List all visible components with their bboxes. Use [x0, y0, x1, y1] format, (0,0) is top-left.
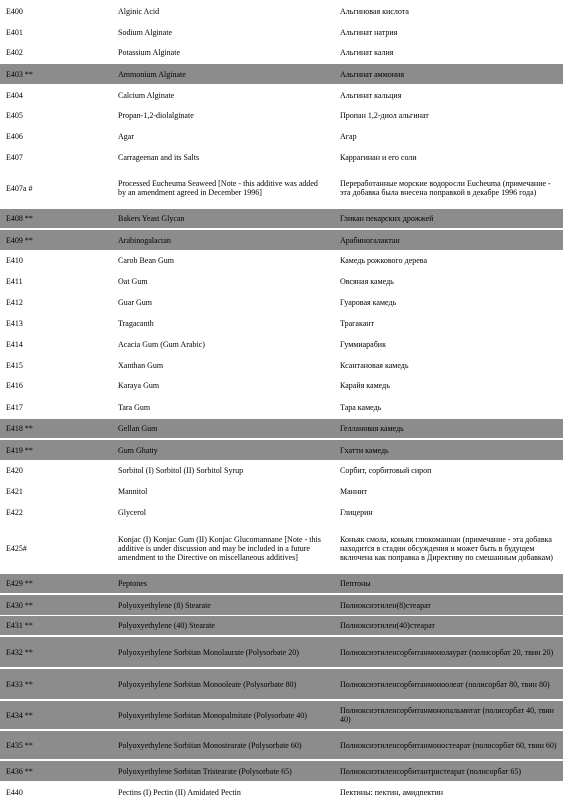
additive-name-en: Agar	[118, 131, 134, 141]
additive-name-ru: Агар	[340, 131, 357, 141]
additive-name-ru: Полиоксиэтиленсорбитанмоностеарат (полисорбат 60, твин 60)	[340, 740, 557, 750]
additive-name-en: Tara Gum	[118, 402, 151, 412]
additive-name-en: Polyoxyethylene (8) Stearate	[118, 600, 211, 610]
additive-name-ru: Коньяк смола, коньяк глюкоманнан (примечание - эта добавка находится в стадии обсуждения и может быть в будущем включена как поправка в Директиву по смешанным добавкам)	[340, 534, 553, 562]
additive-name-ru-cell	[340, 419, 558, 438]
additive-code-cell	[6, 574, 110, 593]
additive-name-en-cell	[118, 127, 323, 145]
additive-code: E411	[6, 277, 23, 286]
additive-name-en-cell	[118, 761, 323, 781]
additive-code-cell	[6, 1, 110, 21]
additive-name-en: Propan-1,2-diolalginate	[118, 111, 194, 120]
additive-name-ru-cell	[340, 209, 558, 228]
table-row	[0, 482, 563, 501]
additive-name-ru-cell	[340, 669, 558, 699]
additive-name-ru-cell	[340, 701, 558, 729]
additive-name-en: Gellan Gum	[118, 424, 158, 433]
additive-name-en-cell	[118, 524, 323, 572]
table-row	[0, 761, 563, 781]
additive-name-en: Polyoxyethylene Sorbitan Monostearate (Polysorbate 60)	[118, 740, 302, 750]
additive-code: E404	[6, 90, 23, 100]
additive-name-en-cell	[118, 169, 323, 207]
table-row	[0, 86, 563, 104]
table-row	[0, 376, 563, 395]
additive-name-en: Carrageenan and its Salts	[118, 152, 200, 162]
additive-name-ru-cell	[340, 86, 558, 104]
additive-name-en: Calcium Alginate	[118, 90, 175, 100]
table-row	[0, 356, 563, 374]
additive-name-ru: Полиоксиэтилен(8)стеарат	[340, 600, 431, 610]
additive-name-en: Ammonium Alginate	[118, 69, 186, 79]
additive-name-en-cell	[118, 637, 323, 667]
additive-name-en-cell	[118, 356, 323, 374]
additive-name-ru-cell	[340, 272, 558, 291]
additive-code-cell	[6, 595, 110, 615]
additive-name-ru: Арабиногалактан	[340, 235, 400, 245]
additive-name-en: Acacia Gum (Gum Arabic)	[118, 340, 205, 349]
additive-name-ru-cell	[340, 23, 558, 41]
additive-name-ru: Камедь рожкового дерева	[340, 256, 428, 265]
additive-code-cell	[6, 64, 110, 84]
additive-name-en-cell	[118, 314, 323, 333]
additive-code: E433 **	[6, 679, 33, 689]
additive-name-en: Konjac (I) Konjac Gum (II) Konjac Glucomannane [Note - this additive is under discussion and may be included in a future amendment to the Directive on miscellaneous additives]	[118, 534, 321, 562]
table-row	[0, 440, 563, 460]
additive-name-ru: Альгиновая кислота	[340, 6, 409, 16]
table-row	[0, 595, 563, 615]
additive-name-en-cell	[118, 64, 323, 84]
table-row	[0, 1, 563, 21]
additive-name-en-cell	[118, 461, 323, 480]
additive-name-ru-cell	[340, 574, 558, 593]
additive-name-ru-cell	[340, 524, 558, 572]
additive-code-cell	[6, 293, 110, 312]
additive-name-en-cell	[118, 251, 323, 270]
additive-name-ru-cell	[340, 230, 558, 250]
additive-name-ru: Глицерин	[340, 508, 373, 517]
additive-code: E403 **	[6, 69, 33, 79]
additive-name-ru-cell	[340, 127, 558, 145]
additive-name-en-cell	[118, 293, 323, 312]
table-row	[0, 127, 563, 145]
additive-name-en: Pectins (I) Pectin (II) Amidated Pectin	[118, 787, 241, 797]
additive-code: E419 **	[6, 445, 33, 455]
additive-code-cell	[6, 761, 110, 781]
additive-code-cell	[6, 272, 110, 291]
additive-name-ru-cell	[340, 335, 558, 354]
additive-code-cell	[6, 230, 110, 250]
additive-name-ru-cell	[340, 43, 558, 62]
additive-code-cell	[6, 731, 110, 759]
additive-name-en: Guar Gum	[118, 298, 152, 307]
additive-code: E410	[6, 256, 23, 265]
additive-name-ru-cell	[340, 1, 558, 21]
additive-name-ru-cell	[340, 293, 558, 312]
additive-name-ru: Пропан 1,2-диол альгинат	[340, 111, 429, 120]
additive-name-ru: Гхатти камедь	[340, 445, 389, 455]
additive-name-en: Sodium Alginate	[118, 27, 172, 37]
additive-code-cell	[6, 440, 110, 460]
additive-name-en-cell	[118, 86, 323, 104]
additive-code-cell	[6, 169, 110, 207]
additive-code: E421	[6, 487, 23, 496]
additive-code: E432 **	[6, 647, 33, 657]
additive-name-en: Gum Ghatty	[118, 445, 158, 455]
additive-code: E431 **	[6, 621, 33, 630]
additive-name-en-cell	[118, 147, 323, 167]
table-row	[0, 251, 563, 270]
additive-name-en: Polyoxyethylene Sorbitan Monooleate (Polysorbate 80)	[118, 679, 297, 689]
additive-name-en: Glycerol	[118, 508, 146, 517]
additive-code-cell	[6, 783, 110, 801]
additive-name-ru-cell	[340, 503, 558, 522]
additive-name-en-cell	[118, 616, 323, 635]
additive-name-ru: Карайя камедь	[340, 381, 390, 390]
additive-name-ru-cell	[340, 637, 558, 667]
additive-code-cell	[6, 43, 110, 62]
additive-name-en-cell	[118, 230, 323, 250]
additive-code-cell	[6, 127, 110, 145]
additive-code-cell	[6, 314, 110, 333]
additive-name-ru-cell	[340, 761, 558, 781]
additive-code-cell	[6, 701, 110, 729]
additive-name-en-cell	[118, 397, 323, 417]
additive-name-en-cell	[118, 209, 323, 228]
additive-name-en-cell	[118, 1, 323, 21]
additive-name-ru: Пептоны	[340, 579, 371, 588]
additive-code-cell	[6, 397, 110, 417]
additive-name-ru: Альгинат калия	[340, 48, 394, 57]
additive-code: E412	[6, 298, 23, 307]
table-row	[0, 335, 563, 354]
additive-code-cell	[6, 23, 110, 41]
additive-code: E405	[6, 111, 23, 120]
additive-name-ru: Полиоксиэтиленсорбитантристеарат (полисорбат 65)	[340, 766, 522, 776]
additive-name-ru-cell	[340, 64, 558, 84]
additive-name-ru: Гликан пекарских дрожжей	[340, 214, 434, 223]
additive-name-en: Polyoxyethylene Sorbitan Tristearate (Polysorbate 65)	[118, 766, 292, 776]
additive-name-en: Bakers Yeast Glycan	[118, 214, 185, 223]
additive-code-cell	[6, 335, 110, 354]
additive-code: E434 **	[6, 710, 33, 720]
table-row	[0, 461, 563, 480]
additive-code: E400	[6, 6, 23, 16]
additive-name-ru-cell	[340, 616, 558, 635]
additive-code: E414	[6, 340, 23, 349]
additive-code-cell	[6, 106, 110, 125]
additive-code: E417	[6, 402, 23, 412]
additive-name-ru: Тара камедь	[340, 402, 382, 412]
additive-name-ru: Переработанные морские водоросли Eucheuma (примечание - эта добавка была внесена поправкой в декабре 1996 года)	[340, 179, 551, 197]
additive-code: E420	[6, 466, 23, 475]
table-row	[0, 783, 563, 801]
table-row	[0, 314, 563, 333]
additive-name-ru: Сорбит, сорбитовый сироп	[340, 466, 432, 475]
additive-code: E407	[6, 152, 23, 162]
additive-code-cell	[6, 482, 110, 501]
additive-name-ru-cell	[340, 147, 558, 167]
additive-code: E402	[6, 48, 23, 57]
additive-name-en-cell	[118, 482, 323, 501]
additive-name-ru-cell	[340, 783, 558, 801]
table-row	[0, 147, 563, 167]
additive-name-en: Oat Gum	[118, 277, 148, 286]
additive-name-en-cell	[118, 272, 323, 291]
additive-name-en-cell	[118, 669, 323, 699]
additive-code: E436 **	[6, 766, 33, 776]
additive-code: E416	[6, 381, 23, 390]
additive-name-ru-cell	[340, 356, 558, 374]
additive-name-ru: Каррагинан и его соли	[340, 152, 417, 162]
additive-code-cell	[6, 616, 110, 635]
additive-code: E407a #	[6, 183, 33, 193]
additive-code: E429 **	[6, 579, 33, 588]
additive-name-ru-cell	[340, 440, 558, 460]
additive-name-ru: Овсяная камедь	[340, 277, 394, 286]
additive-name-ru-cell	[340, 482, 558, 501]
additive-code: E425#	[6, 543, 27, 553]
additive-name-en: Sorbitol (I) Sorbitol (II) Sorbitol Syrup	[118, 466, 244, 475]
additive-code-cell	[6, 637, 110, 667]
additive-name-en-cell	[118, 440, 323, 460]
additive-name-ru: Гуммиарабик	[340, 340, 386, 349]
additive-code: E413	[6, 319, 23, 328]
additive-name-en: Mannitol	[118, 487, 148, 496]
additive-code-cell	[6, 147, 110, 167]
table-row	[0, 43, 563, 62]
additive-name-en-cell	[118, 783, 323, 801]
additive-code-cell	[6, 251, 110, 270]
additive-name-en-cell	[118, 43, 323, 62]
additive-name-en-cell	[118, 106, 323, 125]
table-row	[0, 169, 563, 207]
additive-name-en-cell	[118, 503, 323, 522]
table-row	[0, 23, 563, 41]
table-row	[0, 669, 563, 699]
additive-code-cell	[6, 524, 110, 572]
additive-name-ru: Ксантановая камедь	[340, 360, 409, 370]
additive-name-ru: Полиоксиэтиленсорбитанмонопальмитат (полисорбат 40, твин 40)	[340, 706, 554, 724]
additive-name-en: Polyoxyethylene Sorbitan Monopalmitate (Polysorbate 40)	[118, 710, 307, 720]
additive-code: E406	[6, 131, 23, 141]
additive-name-ru-cell	[340, 251, 558, 270]
additive-name-ru-cell	[340, 169, 558, 207]
additive-name-en: Xanthan Gum	[118, 360, 164, 370]
additive-code-cell	[6, 356, 110, 374]
additive-code: E430 **	[6, 600, 33, 610]
additive-code: E435 **	[6, 740, 33, 750]
additive-name-en: Carob Bean Gum	[118, 256, 174, 265]
additive-name-ru-cell	[340, 314, 558, 333]
table-row	[0, 64, 563, 84]
additive-name-en-cell	[118, 731, 323, 759]
additive-name-en: Karaya Gum	[118, 381, 160, 390]
additive-code: E418 **	[6, 424, 33, 433]
table-row	[0, 397, 563, 417]
table-row	[0, 503, 563, 522]
additive-name-ru-cell	[340, 106, 558, 125]
additive-name-en: Peptones	[118, 579, 147, 588]
table-row	[0, 524, 563, 572]
additive-name-en: Polyoxyethylene (40) Stearate	[118, 621, 215, 630]
table-row	[0, 209, 563, 228]
additive-name-en: Alginic Acid	[118, 6, 160, 16]
additive-name-ru: Альгинат натрия	[340, 27, 398, 37]
additive-name-ru: Полиоксиэтиленсорбитанмоноолеат (полисорбат 80, твин 80)	[340, 679, 550, 689]
additive-name-en-cell	[118, 23, 323, 41]
additive-name-en-cell	[118, 335, 323, 354]
additive-name-ru: Полиоксиэтилен(40)стеарат	[340, 621, 435, 630]
additive-name-ru: Альгинат аммония	[340, 69, 405, 79]
additive-name-ru-cell	[340, 397, 558, 417]
additive-code-cell	[6, 669, 110, 699]
additive-name-ru: Геллановая камедь	[340, 424, 404, 433]
additive-name-ru-cell	[340, 731, 558, 759]
additive-name-en: Polyoxyethylene Sorbitan Monolaurate (Polysorbate 20)	[118, 647, 299, 657]
additive-code: E401	[6, 27, 23, 37]
table-row	[0, 616, 563, 635]
additive-name-ru: Пектины: пектин, амидпектин	[340, 787, 444, 797]
additive-name-en-cell	[118, 701, 323, 729]
additive-name-ru-cell	[340, 376, 558, 395]
additive-name-ru-cell	[340, 461, 558, 480]
additive-name-en: Tragacanth	[118, 319, 154, 328]
additive-name-ru: Маннит	[340, 487, 368, 496]
additive-name-en: Potassium Alginate	[118, 48, 180, 57]
additive-name-en-cell	[118, 419, 323, 438]
additive-code-cell	[6, 86, 110, 104]
additive-name-ru: Гуаровая камедь	[340, 298, 397, 307]
additive-name-ru: Полиоксиэтиленсорбитанмонолаурат (полисорбат 20, твин 20)	[340, 647, 554, 657]
table-row	[0, 230, 563, 250]
additive-name-ru-cell	[340, 595, 558, 615]
table-row	[0, 731, 563, 759]
additive-name-ru: Альгинат кальция	[340, 90, 402, 100]
table-row	[0, 637, 563, 667]
additive-code: E408 **	[6, 214, 33, 223]
additive-name-en-cell	[118, 595, 323, 615]
table-row	[0, 106, 563, 125]
additive-code-cell	[6, 209, 110, 228]
additive-code: E415	[6, 360, 23, 370]
table-row	[0, 701, 563, 729]
additive-code-cell	[6, 419, 110, 438]
table-row	[0, 293, 563, 312]
additive-code-cell	[6, 461, 110, 480]
additive-code-cell	[6, 503, 110, 522]
table-row	[0, 272, 563, 291]
additive-code: E422	[6, 508, 23, 517]
additive-code: E409 **	[6, 235, 33, 245]
additive-code: E440	[6, 787, 23, 797]
additive-name-en: Processed Eucheuma Seaweed [Note - this additive was added by an amendment agreed in December 1996]	[118, 179, 318, 197]
table-row	[0, 574, 563, 593]
additive-code-cell	[6, 376, 110, 395]
table-row	[0, 419, 563, 438]
additive-name-en: Arabinogalactan	[118, 235, 171, 245]
additive-name-ru: Трагакант	[340, 319, 375, 328]
additive-name-en-cell	[118, 376, 323, 395]
additive-name-en-cell	[118, 574, 323, 593]
